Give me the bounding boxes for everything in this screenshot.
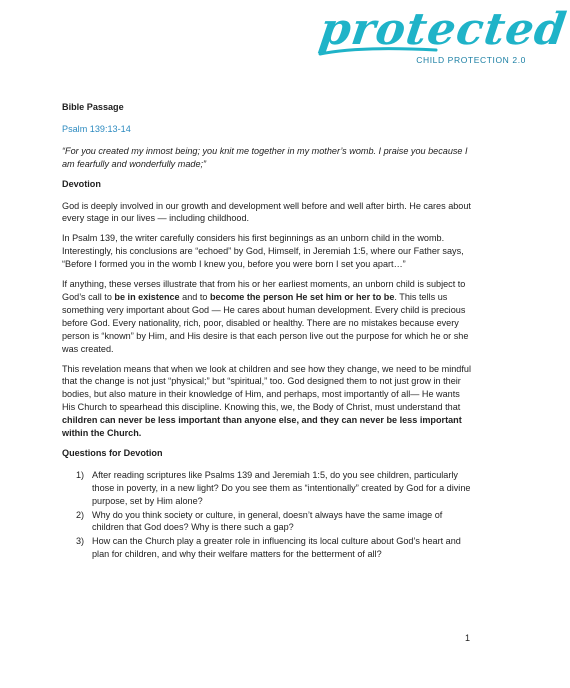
logo <box>316 4 570 68</box>
bible-passage-heading: Bible Passage <box>62 102 124 112</box>
devotion-paragraph-3 <box>62 278 472 355</box>
logo-subtitle: CHILD PROTECTION 2.0 <box>416 55 526 65</box>
list-item-number: 1) <box>76 469 85 480</box>
list-item <box>62 469 472 508</box>
document-body <box>62 101 472 562</box>
scripture-verse: “For you created my inmost being; you knit me together in my mother’s womb. I praise you because I am fearfully and wonderfully made;” <box>62 145 468 169</box>
scripture-reference: Psalm 139:13-14 <box>62 123 131 134</box>
paragraph-text: . This tells us something very important about God — He cares about human development. Every child is precious before God. Every nationality, rich, poor, disabled or healthy. There are no mistakes because every person is “known” by Him, and His desire is that each person live out the purpose for which he or she was created. <box>62 291 469 354</box>
paragraph-text: and to <box>179 291 210 302</box>
emphasis-text: become the person He set him or her to be <box>209 291 395 302</box>
list-item-number: 3) <box>76 536 85 547</box>
questions-heading: Questions for Devotion <box>62 447 163 458</box>
paragraph-text: If anything, these verses illustrate that from his or her earliest moments, an unborn child is subject to God’s call to <box>62 279 466 302</box>
list-item <box>62 535 472 561</box>
devotion-paragraph-4 <box>62 363 472 440</box>
devotion-paragraph-1: God is deeply involved in our growth and development well before and well after birth. He cares about every stage in our lives — including childhood. <box>62 200 471 224</box>
list-item-number: 2) <box>76 509 85 520</box>
list-item-text: How can the Church play a greater role in influencing its local culture about God’s heart and plan for children, and why their welfare matters for the betterment of all? <box>92 536 461 560</box>
paragraph-text: This revelation means that when we look at children and see how they change, we need to be mindful that the change is not just “physical;” but “spiritual,” too. God designed them to not just grow in their bodies, but also mature in their knowledge of Him, and perhaps, most importantly of all— He wants His Church to spearhead this discipline. Knowing this, we, the Body of Christ, must understand that <box>62 363 471 413</box>
devotion-paragraph-2: In Psalm 139, the writer carefully considers his first beginnings as an unborn child in the womb. Interestingly, his conclusions are “echoed” by God, Himself, in Jeremiah 1:5, where our Father says, “Before I formed you in the womb I knew you, before you were born I set you apart…” <box>62 233 464 270</box>
emphasis-text: children can never be less important than anyone else, and they can never be less important within the Church. <box>62 415 462 439</box>
devotion-heading: Devotion <box>62 178 101 189</box>
list-item-text: Why do you think society or culture, in general, doesn’t always have the same image of children that God does? Why is there such a gap? <box>92 509 443 533</box>
questions-list <box>62 469 472 561</box>
list-item-text: After reading scriptures like Psalms 139 and Jeremiah 1:5, do you see children, particularly those in poverty, in a new light? Do you see them as “intentionally” created by God for a divine purpose, set by Him alone? <box>92 469 471 506</box>
emphasis-text: be in existence <box>114 291 180 302</box>
logo-wordmark: protected <box>316 4 570 55</box>
list-item <box>62 509 472 535</box>
page-number: 1 <box>464 633 470 643</box>
